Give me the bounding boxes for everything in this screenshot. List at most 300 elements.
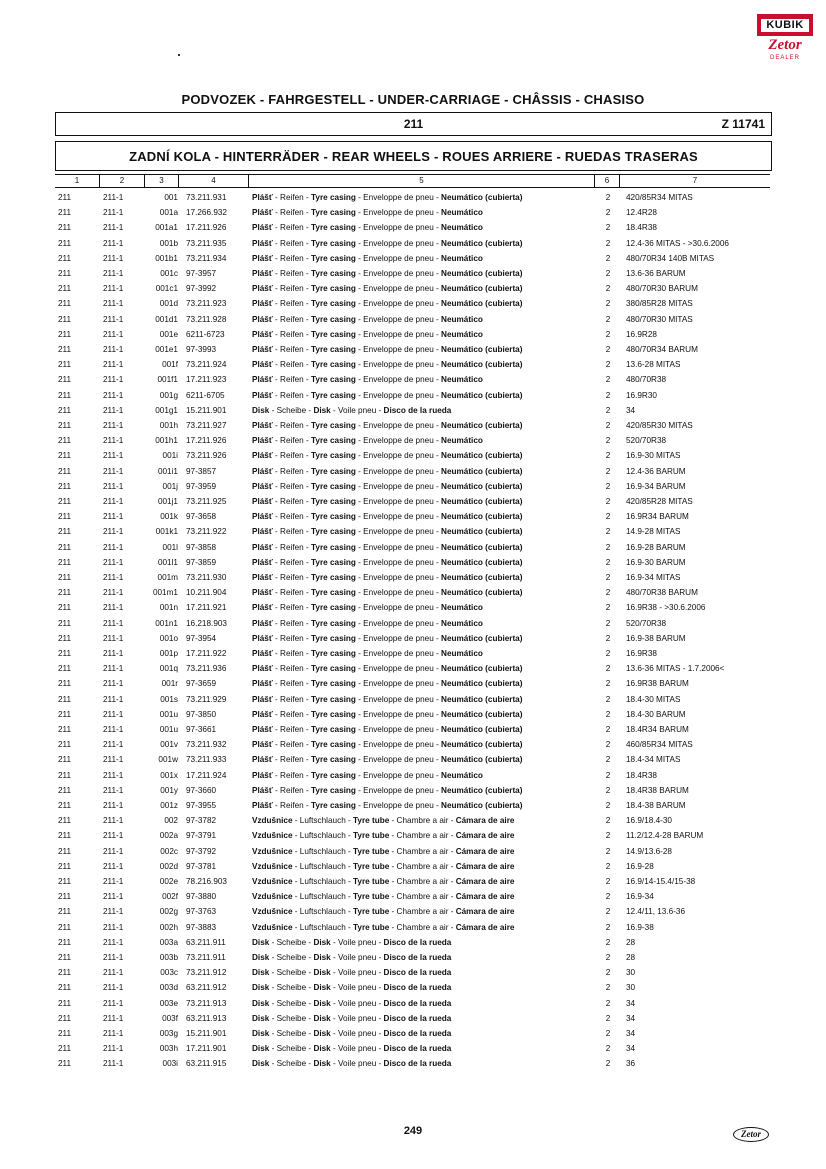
position-cell: 002c (160, 846, 178, 856)
group-cell: 211 (58, 998, 72, 1008)
specification-cell: 14.9-28 MITAS (626, 527, 681, 537)
page-title: PODVOZEK - FAHRGESTELL - UNDER-CARRIAGE - CHÂSSIS - CHASISO (181, 92, 645, 107)
specification-cell: 16.9-34 MITAS (626, 573, 681, 582)
description-cell: Disk - Scheibe - Disk - Voile pneu - Disco de la rueda (252, 1013, 452, 1023)
table-row (0, 555, 826, 570)
quantity-cell: 2 (605, 481, 611, 491)
subgroup-cell: 211-1 (103, 755, 124, 765)
description-cell: Disk - Scheibe - Disk - Voile pneu - Disco de la rueda (252, 953, 452, 962)
quantity-cell: 2 (605, 223, 611, 233)
quantity-cell: 2 (605, 664, 611, 674)
subgroup-cell: 211-1 (103, 299, 124, 309)
position-cell: 001l1 (157, 557, 178, 567)
table-row (0, 464, 826, 479)
specification-cell: 18.4-34 MITAS (626, 755, 681, 765)
column-header: 3 (145, 175, 179, 187)
group-cell: 211 (58, 846, 72, 856)
specification-cell: 480/70R34 140B MITAS (626, 253, 715, 263)
specification-cell: 18.4R38 BARUM (626, 785, 689, 795)
part-number-cell: 17.211.922 (186, 649, 227, 658)
group-cell: 211 (58, 284, 72, 294)
part-number-cell: 97-3781 (186, 861, 217, 871)
specification-cell: 480/70R30 BARUM (626, 284, 698, 294)
quantity-cell: 2 (605, 755, 611, 765)
position-cell: 003d (159, 983, 178, 993)
table-row (0, 388, 826, 403)
part-number-cell: 73.211.929 (186, 694, 227, 704)
quantity-cell: 2 (605, 421, 611, 430)
position-cell: 001i (162, 451, 178, 461)
group-cell: 211 (58, 193, 72, 202)
quantity-cell: 2 (605, 466, 611, 476)
subgroup-cell: 211-1 (103, 907, 124, 917)
table-row (0, 996, 826, 1011)
subgroup-cell: 211-1 (103, 618, 124, 628)
quantity-cell: 2 (605, 375, 611, 385)
table-row (0, 722, 826, 737)
part-number-cell: 63.211.911 (186, 937, 226, 947)
specification-cell: 16.9-34 BARUM (626, 481, 686, 491)
position-cell: 002f (162, 892, 178, 902)
description-cell: Vzdušnice - Luftschlauch - Tyre tube - Chambre a air - Cámara de aire (252, 907, 515, 917)
logo-kubik-text: KUBIK (761, 19, 809, 32)
subgroup-cell: 211-1 (103, 436, 124, 446)
position-cell: 001w (158, 755, 178, 765)
part-number-cell: 97-3955 (186, 801, 217, 810)
specification-cell: 460/85R34 MITAS (626, 740, 693, 750)
part-number-cell: 16.218.903 (186, 618, 227, 628)
subgroup-cell: 211-1 (103, 664, 124, 674)
table-row (0, 661, 826, 676)
table-row (0, 935, 826, 950)
specification-cell: 480/70R34 BARUM (626, 345, 698, 354)
quantity-cell: 2 (605, 649, 611, 658)
subgroup-cell: 211-1 (103, 770, 124, 780)
group-cell: 211 (58, 588, 72, 598)
description-cell: Plášť - Reifen - Tyre casing - Enveloppe de pneu - Neumático (cubierta) (252, 481, 523, 491)
table-row (0, 1056, 826, 1071)
group-cell: 211 (58, 770, 72, 780)
part-number-cell: 73.211.935 (186, 238, 227, 248)
part-number-cell: 73.211.922 (186, 527, 227, 537)
subgroup-cell: 211-1 (103, 512, 124, 522)
group-cell: 211 (58, 603, 72, 613)
table-row (0, 403, 826, 418)
group-cell: 211 (58, 497, 72, 506)
group-cell: 211 (58, 664, 72, 674)
specification-cell: 34 (626, 1044, 636, 1054)
position-cell: 002g (159, 907, 178, 917)
quantity-cell: 2 (605, 238, 611, 248)
part-number-cell: 97-3659 (186, 679, 217, 689)
table-row (0, 524, 826, 539)
group-cell: 211 (58, 269, 72, 278)
subgroup-cell: 211-1 (103, 284, 124, 294)
table-row (0, 540, 826, 555)
subgroup-cell: 211-1 (103, 709, 124, 719)
subgroup-cell: 211-1 (103, 542, 124, 552)
subgroup-cell: 211-1 (103, 861, 124, 871)
description-cell: Disk - Scheibe - Disk - Voile pneu - Disco de la rueda (252, 937, 452, 947)
part-number-cell: 73.211.913 (186, 998, 227, 1008)
quantity-cell: 2 (605, 679, 611, 689)
position-cell: 001l (162, 542, 178, 552)
table-row (0, 312, 826, 327)
description-cell: Plášť - Reifen - Tyre casing - Enveloppe de pneu - Neumático (cubierta) (252, 755, 523, 765)
specification-cell: 16.9-38 (626, 922, 654, 932)
quantity-cell: 2 (605, 527, 611, 537)
table-row (0, 570, 826, 585)
subgroup-cell: 211-1 (103, 269, 124, 278)
specification-cell: 380/85R28 MITAS (626, 299, 693, 309)
group-cell: 211 (58, 831, 72, 841)
specification-cell: 16.9-28 (626, 861, 654, 871)
quantity-cell: 2 (605, 725, 611, 734)
table-row (0, 220, 826, 235)
table-row (0, 631, 826, 646)
part-number-cell: 97-3782 (186, 816, 217, 826)
subgroup-cell: 211-1 (103, 481, 124, 491)
position-cell: 001j (162, 481, 178, 491)
description-cell: Disk - Scheibe - Disk - Voile pneu - Disco de la rueda (252, 1044, 452, 1054)
subgroup-cell: 211-1 (103, 846, 124, 856)
group-cell: 211 (58, 725, 72, 734)
description-cell: Plášť - Reifen - Tyre casing - Enveloppe de pneu - Neumático (cubierta) (252, 588, 523, 598)
specification-cell: 420/85R30 MITAS (626, 421, 693, 430)
part-number-cell: 73.211.927 (186, 421, 227, 430)
position-cell: 001o (159, 633, 178, 643)
description-cell: Plášť - Reifen - Tyre casing - Enveloppe de pneu - Neumático (252, 649, 483, 658)
group-cell: 211 (58, 405, 72, 415)
description-cell: Disk - Scheibe - Disk - Voile pneu - Disco de la rueda (252, 405, 452, 415)
subgroup-cell: 211-1 (103, 953, 124, 962)
group-cell: 211 (58, 329, 72, 339)
position-cell: 002d (159, 861, 178, 871)
position-cell: 001b (159, 238, 178, 248)
position-cell: 001 (164, 193, 178, 202)
description-cell: Plášť - Reifen - Tyre casing - Enveloppe de pneu - Neumático (cubierta) (252, 573, 523, 582)
subgroup-cell: 211-1 (103, 253, 124, 263)
position-cell: 001s (160, 694, 178, 704)
quantity-cell: 2 (605, 1059, 611, 1069)
part-number-cell: 6211-6705 (186, 390, 225, 400)
column-header: 4 (179, 175, 249, 187)
table-row (0, 266, 826, 281)
description-cell: Plášť - Reifen - Tyre casing - Enveloppe de pneu - Neumático (cubierta) (252, 451, 523, 461)
part-number-cell: 63.211.915 (186, 1059, 227, 1069)
subgroup-cell: 211-1 (103, 1059, 124, 1069)
position-cell: 003f (162, 1013, 178, 1023)
description-cell: Disk - Scheibe - Disk - Voile pneu - Disco de la rueda (252, 968, 452, 978)
description-cell: Plášť - Reifen - Tyre casing - Enveloppe de pneu - Neumático (cubierta) (252, 421, 523, 430)
part-number-cell: 17.211.901 (186, 1044, 227, 1054)
subgroup-cell: 211-1 (103, 937, 124, 947)
part-number-cell: 78.216.903 (186, 877, 227, 886)
table-row (0, 768, 826, 783)
description-cell: Plášť - Reifen - Tyre casing - Enveloppe de pneu - Neumático (cubierta) (252, 679, 523, 689)
group-cell: 211 (58, 892, 72, 902)
specification-cell: 420/85R34 MITAS (626, 193, 693, 202)
subgroup-cell: 211-1 (103, 497, 124, 506)
table-row (0, 327, 826, 342)
part-number-cell: 97-3658 (186, 512, 217, 522)
part-number-cell: 97-3880 (186, 892, 217, 902)
specification-cell: 18.4R38 (626, 770, 657, 780)
description-cell: Plášť - Reifen - Tyre casing - Enveloppe de pneu - Neumático (252, 603, 483, 613)
quantity-cell: 2 (605, 314, 611, 324)
subgroup-cell: 211-1 (103, 983, 124, 993)
position-cell: 001h (159, 421, 178, 430)
subgroup-cell: 211-1 (103, 801, 124, 810)
description-cell: Vzdušnice - Luftschlauch - Tyre tube - Chambre a air - Cámara de aire (252, 816, 515, 826)
description-cell: Vzdušnice - Luftschlauch - Tyre tube - Chambre a air - Cámara de aire (252, 861, 515, 871)
part-number-cell: 17.211.921 (186, 603, 227, 613)
part-number-cell: 73.211.930 (186, 573, 227, 582)
table-row (0, 433, 826, 448)
description-cell: Plášť - Reifen - Tyre casing - Enveloppe de pneu - Neumático (cubierta) (252, 557, 523, 567)
position-cell: 001z (160, 801, 178, 810)
subgroup-cell: 211-1 (103, 1013, 124, 1023)
table-row (0, 646, 826, 661)
subgroup-cell: 211-1 (103, 360, 124, 370)
table-row (0, 296, 826, 311)
subgroup-cell: 211-1 (103, 694, 124, 704)
specification-cell: 34 (626, 1029, 636, 1038)
table-row (0, 600, 826, 615)
table-row (0, 950, 826, 965)
zetor-footer-logo: Zetor (733, 1127, 769, 1142)
group-cell: 211 (58, 816, 72, 826)
part-number-cell: 97-3661 (186, 725, 217, 734)
table-row (0, 585, 826, 600)
part-number-cell: 73.211.911 (186, 953, 226, 962)
group-cell: 211 (58, 1029, 72, 1038)
subgroup-cell: 211-1 (103, 998, 124, 1008)
position-cell: 001n1 (155, 618, 178, 628)
position-cell: 002h (159, 922, 178, 932)
description-cell: Vzdušnice - Luftschlauch - Tyre tube - Chambre a air - Cámara de aire (252, 877, 515, 886)
subgroup-cell: 211-1 (103, 816, 124, 826)
specification-cell: 11.2/12.4-28 BARUM (626, 831, 704, 841)
position-cell: 001a (159, 208, 178, 218)
specification-cell: 16.9-38 BARUM (626, 633, 686, 643)
subgroup-cell: 211-1 (103, 725, 124, 734)
table-row (0, 859, 826, 874)
quantity-cell: 2 (605, 892, 611, 902)
specification-cell: 13.6-36 MITAS - 1.7.2006< (626, 664, 725, 674)
part-number-cell: 97-3763 (186, 907, 217, 917)
group-cell: 211 (58, 512, 72, 522)
quantity-cell: 2 (605, 497, 611, 506)
quantity-cell: 2 (605, 740, 611, 750)
table-row (0, 190, 826, 205)
group-cell: 211 (58, 801, 72, 810)
part-number-cell: 97-3660 (186, 785, 217, 795)
specification-cell: 16.9R30 (626, 390, 657, 400)
table-row (0, 1011, 826, 1026)
subgroup-cell: 211-1 (103, 345, 124, 354)
specification-cell: 16.9R38 BARUM (626, 679, 689, 689)
position-cell: 001g (159, 390, 178, 400)
part-number-cell: 73.211.928 (186, 314, 227, 324)
specification-cell: 30 (626, 968, 636, 978)
specification-cell: 480/70R38 BARUM (626, 588, 698, 598)
description-cell: Plášť - Reifen - Tyre casing - Enveloppe de pneu - Neumático (cubierta) (252, 725, 523, 734)
table-row (0, 1026, 826, 1041)
position-cell: 003h (159, 1044, 178, 1054)
part-number-cell: 97-3859 (186, 557, 217, 567)
group-cell: 211 (58, 238, 72, 248)
table-row (0, 281, 826, 296)
quantity-cell: 2 (605, 603, 611, 613)
quantity-cell: 2 (605, 269, 611, 278)
position-cell: 001k1 (155, 527, 178, 537)
description-cell: Plášť - Reifen - Tyre casing - Enveloppe de pneu - Neumático (cubierta) (252, 740, 523, 750)
specification-cell: 12.4/11, 13.6-36 (626, 907, 686, 917)
description-cell: Plášť - Reifen - Tyre casing - Enveloppe de pneu - Neumático (252, 314, 483, 324)
group-cell: 211 (58, 436, 72, 446)
group-cell: 211 (58, 740, 72, 750)
subgroup-cell: 211-1 (103, 375, 124, 385)
group-cell: 211 (58, 679, 72, 689)
group-cell: 211 (58, 573, 72, 582)
section-box (55, 141, 772, 171)
table-row (0, 692, 826, 707)
subgroup-cell: 211-1 (103, 603, 124, 613)
position-cell: 001b1 (155, 253, 178, 263)
subgroup-cell: 211-1 (103, 527, 124, 537)
description-cell: Plášť - Reifen - Tyre casing - Enveloppe de pneu - Neumático (cubierta) (252, 497, 523, 506)
group-cell: 211 (58, 937, 72, 947)
subgroup-cell: 211-1 (103, 466, 124, 476)
part-number-cell: 73.211.923 (186, 299, 227, 309)
specification-cell: 420/85R28 MITAS (626, 497, 693, 506)
specification-cell: 28 (626, 953, 636, 962)
part-number-cell: 73.211.936 (186, 664, 227, 674)
subgroup-cell: 211-1 (103, 573, 124, 582)
quantity-cell: 2 (605, 451, 611, 461)
quantity-cell: 2 (605, 390, 611, 400)
specification-cell: 13.6-36 BARUM (626, 269, 686, 278)
subgroup-cell: 211-1 (103, 238, 124, 248)
column-header: 6 (595, 175, 620, 187)
quantity-cell: 2 (605, 557, 611, 567)
description-cell: Plášť - Reifen - Tyre casing - Enveloppe de pneu - Neumático (252, 770, 483, 780)
position-cell: 001n (159, 603, 178, 613)
part-number-cell: 17.211.924 (186, 770, 227, 780)
group-cell: 211 (58, 223, 72, 233)
description-cell: Plášť - Reifen - Tyre casing - Enveloppe de pneu - Neumático (cubierta) (252, 466, 523, 476)
part-number-cell: 73.211.924 (186, 360, 227, 370)
section-title: ZADNÍ KOLA - HINTERRÄDER - REAR WHEELS - ROUES ARRIERE - RUEDAS TRASERAS (129, 149, 698, 164)
subgroup-cell: 211-1 (103, 588, 124, 598)
table-row (0, 509, 826, 524)
table-row (0, 494, 826, 509)
table-row (0, 813, 826, 828)
quantity-cell: 2 (605, 709, 611, 719)
position-cell: 001j1 (157, 497, 178, 506)
position-cell: 003b (159, 953, 178, 962)
specification-cell: 14.9/13.6-28 (626, 846, 672, 856)
quantity-cell: 2 (605, 983, 611, 993)
speck (178, 54, 180, 56)
position-cell: 002 (164, 816, 178, 826)
quantity-cell: 2 (605, 405, 611, 415)
table-row (0, 707, 826, 722)
part-number-cell: 73.211.934 (186, 253, 227, 263)
position-cell: 002e (159, 877, 178, 886)
table-row (0, 205, 826, 220)
group-cell: 211 (58, 314, 72, 324)
group-cell: 211 (58, 1044, 72, 1054)
logo-zetor-text: Zetor (768, 37, 802, 53)
position-cell: 001u (159, 709, 178, 719)
description-cell: Plášť - Reifen - Tyre casing - Enveloppe de pneu - Neumático (252, 375, 483, 385)
position-cell: 001v (160, 740, 178, 750)
group-cell: 211 (58, 299, 72, 309)
position-cell: 001c (160, 269, 178, 278)
quantity-cell: 2 (605, 512, 611, 522)
group-box (55, 112, 772, 136)
part-number-cell: 97-3993 (186, 345, 217, 354)
table-row (0, 448, 826, 463)
table-row (0, 965, 826, 980)
specification-cell: 18.4-30 BARUM (626, 709, 686, 719)
description-cell: Plášť - Reifen - Tyre casing - Enveloppe de pneu - Neumático (cubierta) (252, 801, 523, 810)
specification-cell: 16.9/14-15.4/15-38 (626, 877, 696, 886)
subgroup-cell: 211-1 (103, 740, 124, 750)
position-cell: 001h1 (155, 436, 178, 446)
position-cell: 003c (160, 968, 178, 978)
description-cell: Plášť - Reifen - Tyre casing - Enveloppe de pneu - Neumático (cubierta) (252, 193, 523, 202)
part-number-cell: 97-3858 (186, 542, 217, 552)
quantity-cell: 2 (605, 633, 611, 643)
quantity-cell: 2 (605, 1013, 611, 1023)
group-cell: 211 (58, 527, 72, 537)
table-row (0, 889, 826, 904)
part-number-cell: 73.211.912 (186, 968, 227, 978)
group-cell: 211 (58, 345, 72, 354)
description-cell: Plášť - Reifen - Tyre casing - Enveloppe de pneu - Neumático (cubierta) (252, 709, 523, 719)
table-row (0, 342, 826, 357)
part-number-cell: 73.211.931 (186, 193, 227, 202)
group-code: Z 11741 (721, 117, 765, 131)
part-number-cell: 17.211.926 (186, 436, 227, 446)
group-number: 211 (403, 117, 424, 131)
specification-cell: 36 (626, 1059, 636, 1069)
part-number-cell: 97-3992 (186, 284, 217, 294)
part-number-cell: 97-3792 (186, 846, 217, 856)
description-cell: Plášť - Reifen - Tyre casing - Enveloppe de pneu - Neumático (cubierta) (252, 284, 523, 294)
part-number-cell: 17.266.932 (186, 208, 227, 218)
description-cell: Vzdušnice - Luftschlauch - Tyre tube - Chambre a air - Cámara de aire (252, 922, 515, 932)
part-number-cell: 73.211.932 (186, 740, 227, 750)
position-cell: 001m (157, 573, 178, 582)
part-number-cell: 10.211.904 (186, 588, 227, 598)
position-cell: 001d1 (155, 314, 178, 324)
description-cell: Disk - Scheibe - Disk - Voile pneu - Disco de la rueda (252, 1059, 452, 1069)
table-row (0, 844, 826, 859)
table-row (0, 980, 826, 995)
position-cell: 001i1 (157, 466, 178, 476)
quantity-cell: 2 (605, 953, 611, 962)
logo-dealer-text: DEALER (769, 55, 800, 61)
quantity-cell: 2 (605, 542, 611, 552)
table-row (0, 752, 826, 767)
table-row (0, 920, 826, 935)
group-cell: 211 (58, 861, 72, 871)
group-cell: 211 (58, 557, 72, 567)
